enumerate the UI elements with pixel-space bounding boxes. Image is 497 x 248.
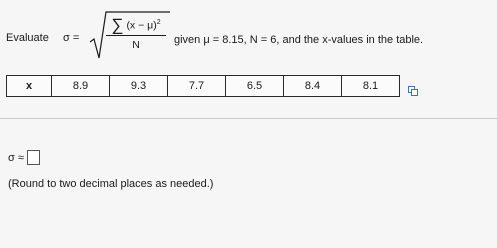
fraction-bar [106,35,166,36]
x-values-table [6,75,400,97]
formula-fraction [106,12,166,51]
sigma-equals: σ = [63,32,80,44]
summation-symbol: ∑ [111,15,124,35]
table-cell: 6.5 [226,76,284,97]
problem-statement [6,0,496,70]
answer-input-box[interactable] [27,150,40,165]
table-cell: 9.3 [110,76,168,97]
given-text: given μ = 8.15, N = 6, and the x-values in the table. [174,34,424,46]
answer-row [8,150,40,165]
divider [0,118,497,119]
formula-denominator: N [132,39,140,51]
square-root-formula [88,8,170,60]
rounding-instruction: (Round to two decimal places as needed.) [8,178,214,190]
table-cell: 8.4 [284,76,342,97]
numerator-expression: (x − μ) [126,19,157,32]
table-header-x: x [7,76,52,97]
evaluate-label: Evaluate [6,32,49,44]
copy-table-icon[interactable] [408,86,418,96]
exponent: 2 [156,19,161,26]
table-cell: 7.7 [168,76,226,97]
table-cell: 8.1 [342,76,400,97]
formula-numerator [106,12,166,34]
table-row [7,76,400,97]
sigma-approx-label: σ ≈ [8,151,24,164]
table-cell: 8.9 [52,76,110,97]
